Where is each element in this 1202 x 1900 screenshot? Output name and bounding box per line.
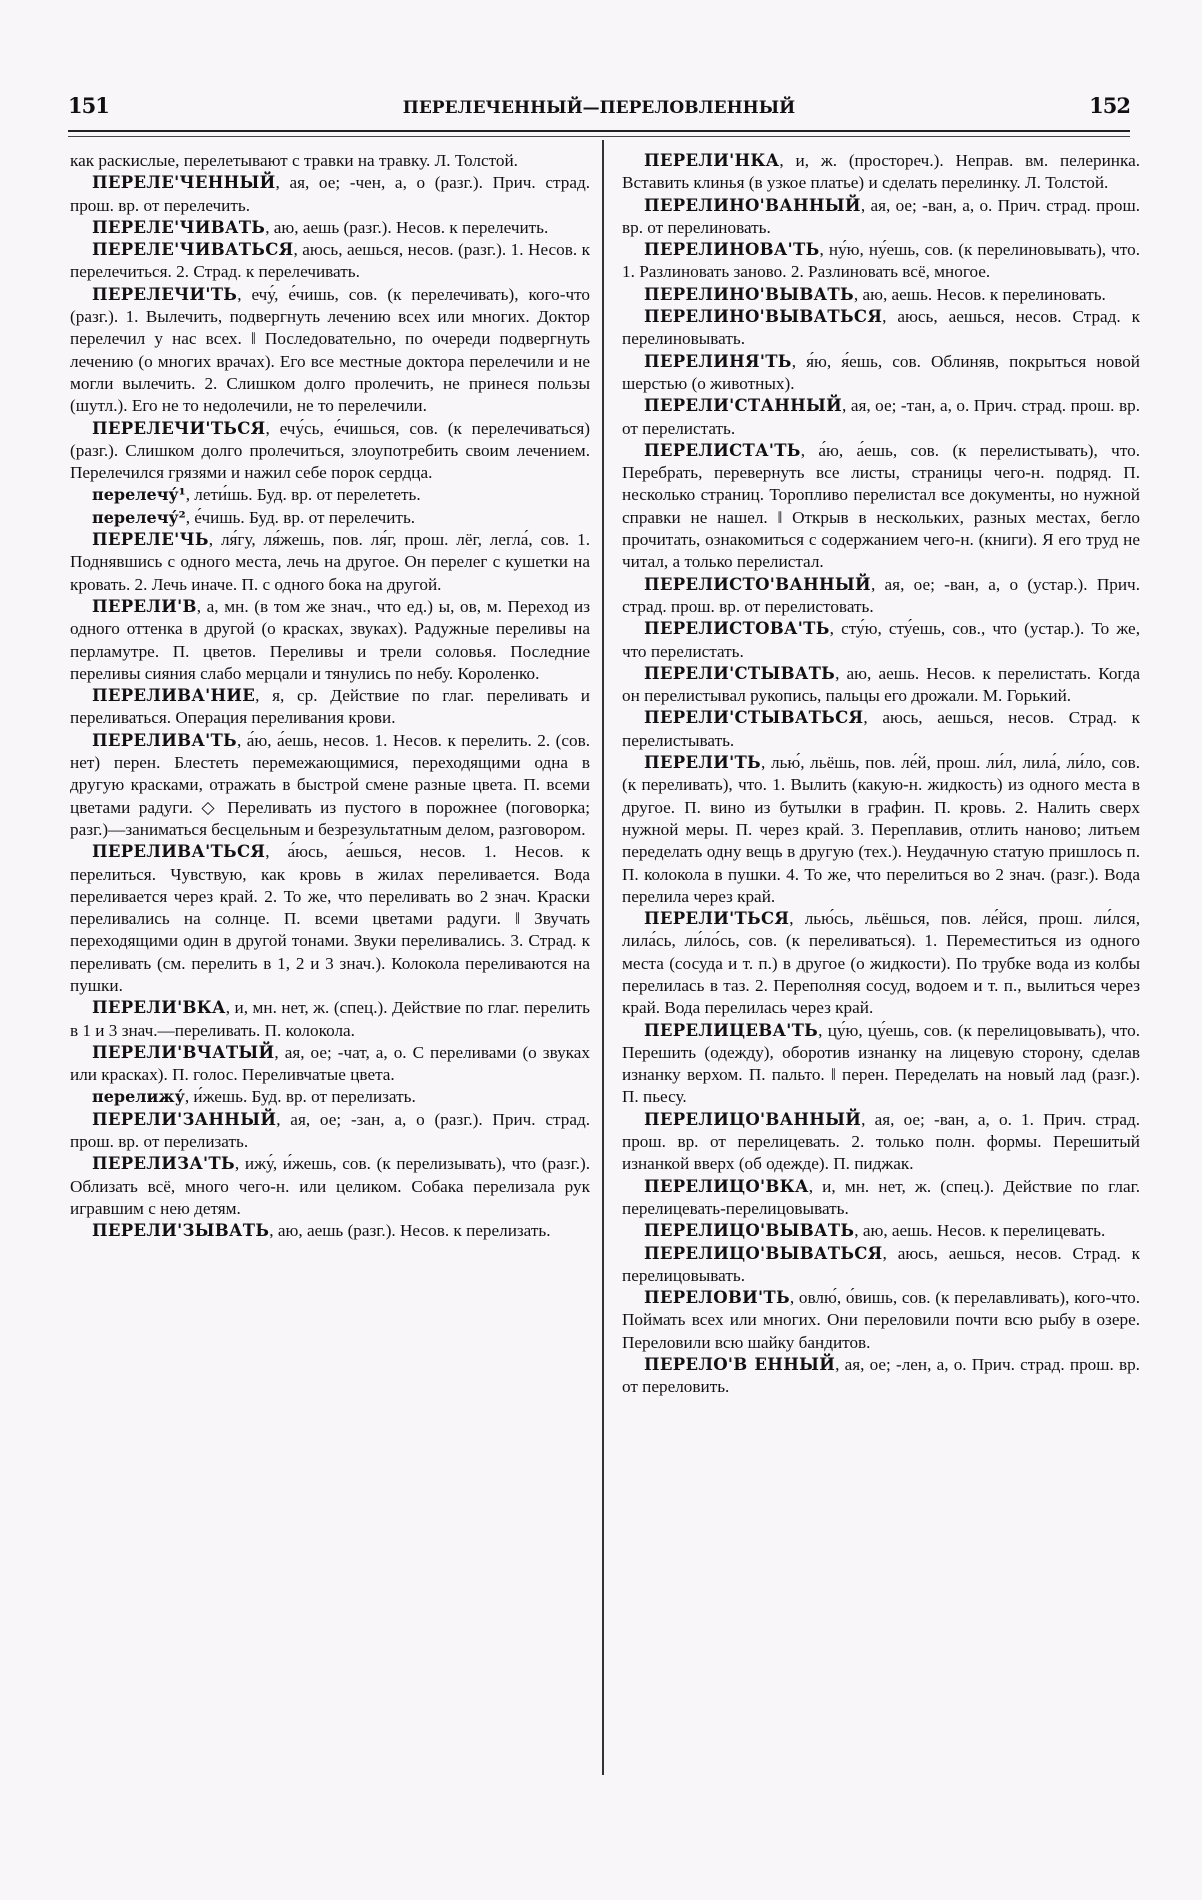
entry-headword: ПЕРЕЛИВА'ТЬ (92, 730, 237, 750)
entry-headword: ПЕРЕЛОВИ'ТЬ (644, 1288, 790, 1308)
column-divider (602, 140, 604, 1775)
right-column (622, 150, 1140, 1399)
entry-headword: ПЕРЕЛИНО'ВЫВАТЬСЯ (644, 307, 883, 327)
dictionary-entry (622, 150, 1140, 195)
entry-definition: , аю, аешь. Несов. к перелиновать. (853, 284, 1106, 304)
entry-definition: , а́ю, а́ешь, несов. 1. Несов. к перелить. 2. (сов. нет) перен. Блестеть перемежающимися, переходящими одна в другую красками, отражать в быстрой смене разные цвета. П. всеми цветами радуги. ◇ Переливать из пустого в порожнее (поговорка; разг.)—заниматься бесцельным и безрезультатным делом, разговором. (70, 730, 590, 839)
entry-headword: ПЕРЕЛИЦО'ВЫВАТЬСЯ (644, 1243, 883, 1263)
entry-definition: , ечу́сь, е́чишься, сов. (к перелечиваться) (разг.). Слишком долго пролечиться, злоупотребить своим лечением. Перелечился грязями и нажил себе порок сердца. (70, 418, 590, 483)
entry-headword: ПЕРЕЛИНЯ'ТЬ (644, 351, 792, 371)
entry-definition: , ая, ое; -зан, а, о (разг.). Прич. страд. прош. вр. от перелизать. (70, 1109, 590, 1152)
entry-headword: ПЕРЕЛИЦО'ВЫВАТЬ (644, 1221, 855, 1241)
dictionary-entry (622, 1243, 1140, 1288)
entry-headword: ПЕРЕЛЕЧИ'ТЬСЯ (92, 418, 266, 438)
entry-definition: , аю, аешь. Несов. к перелицевать. (854, 1221, 1106, 1241)
entry-definition: , ая, ое; -лен, а, о. Прич. страд. прош. вр. от переловить. (622, 1355, 1140, 1397)
entry-definition: , аюсь, аешься, несов. Страд. к перелицовывать. (622, 1243, 1140, 1285)
entry-headword: ПЕРЕЛИ'В (92, 596, 197, 616)
dictionary-entry (622, 1176, 1140, 1221)
page-header (68, 88, 1130, 118)
dictionary-entry (70, 596, 590, 685)
dictionary-entry (70, 172, 590, 217)
entry-headword: ПЕРЕЛИВА'ТЬСЯ (92, 842, 266, 862)
dictionary-entry (70, 418, 590, 485)
entry-definition: , я, ср. Действие по глаг. переливать и переливаться. Операция переливания крови. (70, 686, 590, 728)
dictionary-entry (70, 730, 590, 841)
entry-headword: ПЕРЕЛЕ'ЧИВАТЬ (92, 217, 266, 237)
dictionary-entry (70, 1153, 590, 1220)
dictionary-entry (622, 306, 1140, 351)
entry-definition: , ая, ое; -ван, а, о. 1. Прич. страд. прош. вр. от перелицевать. 2. только полн. формы. Перешитый изнанкой вверх (об одежде). П. пиджак. (622, 1109, 1140, 1174)
entry-headword: ПЕРЕЛЕ'ЧЬ (92, 530, 209, 550)
entry-headword: ПЕРЕЛИСТА'ТЬ (644, 440, 801, 460)
dictionary-entry (622, 707, 1140, 752)
header-rule (68, 130, 1130, 137)
entry-headword: ПЕРЕЛИНО'ВЫВАТЬ (644, 284, 854, 304)
dictionary-entry (622, 1020, 1140, 1109)
entry-headword: ПЕРЕЛИ'ТЬ (644, 753, 761, 773)
entry-definition: , и, мн. нет, ж. (спец.). Действие по глаг. перелить в 1 и 3 знач.—переливать. П. колокола. (70, 998, 590, 1040)
entry-definition: , и, ж. (простореч.). Неправ. вм. пелеринка. Вставить клинья (в узкое платье) и сделать перелинку. Л. Толстой. (622, 151, 1140, 193)
entry-definition: , лью́, льёшь, пов. ле́й, прош. ли́л, лила́, ли́ло, сов. (к переливать), что. 1. Вылить (какую-н. жидкость) из одного места в другое. П. вино из бутылки в графин. П. кровь. 2. Налить сверх нужной меры. П. через край. 3. Переплавив, отлить наново; литьем переделать одну вещь в другую (тех.). Неудачную статую пришлось п. П. колокола в пушки. 4. То же, что перелиться во 2 знач. (разг.). Вода перелила через край. (622, 753, 1140, 906)
dictionary-entry (70, 507, 590, 529)
entry-headword: ПЕРЕЛИ'ВЧАТЫЙ (92, 1042, 275, 1062)
dictionary-entry (622, 663, 1140, 708)
entry-definition: , ая, ое; -ван, а, о (устар.). Прич. страд. прош. вр. от перелистовать. (622, 574, 1140, 616)
entry-definition: , сту́ю, сту́ешь, сов., что (устар.). То же, что перелистать. (622, 619, 1140, 661)
entry-definition: , ижу́, и́жешь, сов. (к перелизывать), что (разг.). Облизать всё, много чего-н. или целиком. Собака перелизала рук игравшим с нею детям. (70, 1154, 590, 1218)
entry-definition: , е́чишь. Буд. вр. от перелечить. (185, 507, 416, 527)
dictionary-entry (622, 351, 1140, 396)
dictionary-entry (70, 239, 590, 284)
entry-headword: ПЕРЕЛЕ'ЧИВАТЬСЯ (92, 240, 294, 260)
entry-headword: ПЕРЕЛИ'ТЬСЯ (644, 909, 790, 929)
entry-headword: ПЕРЕЛИСТО'ВАННЫЙ (644, 574, 871, 594)
entry-definition: , аюсь, аешься, несов. (разг.). 1. Несов. к перелечиться. 2. Страд. к перелечивать. (70, 240, 590, 282)
entry-headword: ПЕРЕЛИЗА'ТЬ (92, 1154, 235, 1174)
left-page-number: 151 (68, 93, 109, 118)
entry-definition: , а, мн. (в том же знач., что ед.) ы, ов, м. Переход из одного оттенка в другой (о красках, звуках). Радужные переливы на перламутре. П. цветов. Переливы и трели соловья. Последние переливы сияния слабо мерцали и тянулись по небу. Короленко. (70, 596, 590, 683)
entry-headword: ПЕРЕЛИНО'ВАННЫЙ (644, 195, 861, 215)
dictionary-entry (70, 1042, 590, 1087)
dictionary-entry (70, 150, 590, 172)
entry-headword: ПЕРЕЛИ'ЗЫВАТЬ (92, 1221, 270, 1241)
dictionary-entry (622, 440, 1140, 574)
entry-headword: ПЕРЕЛИ'СТЫВАТЬ (644, 663, 836, 683)
entry-headword: ПЕРЕЛИВА'НИЕ (92, 686, 256, 706)
entry-headword: перелечу́² (92, 507, 186, 527)
entry-definition: , ля́гу, ля́жешь, пов. ля́г, прош. лёг, легла́, сов. 1. Поднявшись с одного места, лечь на другое. Он перелег с кушетки на кровать. 2. Лечь иначе. П. с одного бока на другой. (70, 530, 590, 594)
entry-headword: ПЕРЕЛИСТОВА'ТЬ (644, 619, 830, 639)
entry-headword: ПЕРЕЛИЦО'ВАННЫЙ (644, 1109, 862, 1129)
entry-definition: , и́жешь. Буд. вр. от перелизать. (184, 1087, 416, 1107)
entry-definition: , аю, аешь (разг.). Несов. к перелизать. (269, 1221, 551, 1241)
entry-headword: ПЕРЕЛЕ'ЧЕННЫЙ (92, 173, 276, 193)
entry-definition: , аю, аешь. Несов. к перелистать. Когда он перелистывал рукопись, пальцы его дрожали. М. Горький. (622, 663, 1140, 706)
entry-definition: , лью́сь, льёшься, пов. ле́йся, прош. ли́лся, лила́сь, ли́ло́сь, сов. (к переливаться). 1. Переместиться из одного места (сосуда и т. п.) в другое (о жидкости). По трубке вода из колбы перелилась в таз. 2. Переполняя сосуд, водоем и т. п., вылиться через край. Вода перелилась через край. (622, 909, 1140, 1018)
dictionary-entry (70, 997, 590, 1042)
dictionary-entry (622, 1220, 1140, 1242)
dictionary-entry (70, 685, 590, 730)
entry-definition: , ечу́, е́чишь, сов. (к перелечивать), кого-что (разг.). 1. Вылечить, подвергнуть лечению всех или многих. Доктор перелечил у нас всех. ‖ Последовательно, по очереди подвергнуть лечению (о многих врачах). Его все местные доктора перелечили и не могли вылечить. 2. Слишком долго пролечить, не принеся пользы (шутл.). Его не то недолечили, не то перелечили. (70, 284, 590, 416)
entry-definition: , а́ю, а́ешь, сов. (к перелистывать), что. Перебрать, перевернуть все листы, страницы чего-н. подряд. П. несколько страниц. Торопливо перелистал все документы, но нужной справки не нашел. ‖ Открыв в нескольких, разных местах, бегло прочитать, ознакомиться с содержанием чего-н. (книги). Я его труд не читал, а только перелистал. (622, 440, 1140, 572)
entry-definition: , лети́шь. Буд. вр. от перелететь. (185, 485, 421, 505)
entry-headword: перелечу́¹ (92, 485, 186, 505)
right-page-number: 152 (1089, 93, 1130, 118)
entry-headword: ПЕРЕЛИ'НКА (644, 151, 780, 170)
dictionary-entry (70, 1086, 590, 1108)
entry-definition: , ая, ое; -чат, а, о. С переливами (о звуках или красках). П. голос. Переливчатые цвета. (70, 1042, 590, 1085)
dictionary-entry (622, 908, 1140, 1019)
entry-definition: , ая, ое; -ван, а, о. Прич. страд. прош. вр. от перелиновать. (622, 195, 1140, 237)
dictionary-entry (622, 1354, 1140, 1399)
dictionary-entry (622, 1287, 1140, 1354)
entry-headword: ПЕРЕЛИЦЕВА'ТЬ (644, 1020, 819, 1040)
entry-definition: , и, мн. нет, ж. (спец.). Действие по глаг. перелицевать-перелицовывать. (622, 1176, 1140, 1218)
entry-definition: , аюсь, аешься, несов. Страд. к перелиновывать. (622, 307, 1140, 349)
entry-definition: , овлю́, о́вишь, сов. (к перелавливать), кого-что. Поймать всех или многих. Они переловили почти всю рыбу в озере. Переловили всю шайку бандитов. (622, 1288, 1140, 1352)
running-title: ПЕРЕЛЕЧЕННЫЙ—ПЕРЕЛОВЛЕННЫЙ (402, 98, 796, 118)
entry-definition: , я́ю, я́ешь, сов. Облиняв, покрыться новой шерстью (о животных). (622, 351, 1140, 393)
entry-definition: , ая, ое; -тан, а, о. Прич. страд. прош. вр. от перелистать. (622, 396, 1140, 438)
entry-definition: , ну́ю, ну́ешь, сов. (к перелиновывать), что. 1. Разлиновать заново. 2. Разлиновать всё, многое. (622, 240, 1140, 282)
dictionary-entry (70, 284, 590, 418)
dictionary-entry (622, 284, 1140, 306)
dictionary-entry (622, 752, 1140, 908)
dictionary-entry (70, 484, 590, 506)
entry-headword: ПЕРЕЛИ'ЗАННЫЙ (92, 1109, 277, 1129)
dictionary-entry (622, 1109, 1140, 1176)
entry-headword: ПЕРЕЛИНОВА'ТЬ (644, 240, 820, 260)
dictionary-entry (622, 574, 1140, 619)
entry-headword: ПЕРЕЛО'В ЕННЫЙ (644, 1355, 836, 1375)
dictionary-entry (70, 1109, 590, 1154)
entry-headword: ПЕРЕЛЕЧИ'ТЬ (92, 284, 238, 304)
entry-definition: , аюсь, аешься, несов. Страд. к перелистывать. (622, 708, 1140, 750)
left-column (70, 150, 590, 1243)
dictionary-entry (622, 239, 1140, 284)
dictionary-entry (70, 529, 590, 596)
entry-definition: , а́юсь, а́ешься, несов. 1. Несов. к перелиться. Чувствую, как кровь в жилах переливается. Вода переливается через край. 2. То же, что переливать во 2 знач. Краски переливались на солнце. П. всеми цветами радуги. ‖ Звучать переходящими один в другой тонами. Звуки переливались. 3. Страд. к переливать (см. перелить в 1, 2 и 3 знач.). Колокола переливаются на пушки. (70, 842, 590, 995)
dictionary-entry (622, 395, 1140, 440)
dictionary-entry (70, 1220, 590, 1242)
entry-definition: , цу́ю, цу́ешь, сов. (к перелицовывать), что. Перешить (одежду), оборотив изнанку на лицевую сторону, сделав изнанку верхом. П. пальто. ‖ перен. Переделать на новый лад (разг.). П. пьесу. (622, 1020, 1140, 1107)
entry-definition: , аю, аешь (разг.). Несов. к перелечить. (265, 217, 549, 237)
dictionary-entry (622, 618, 1140, 663)
dictionary-entry (70, 841, 590, 997)
dictionary-entry (70, 217, 590, 239)
entry-headword: ПЕРЕЛИ'СТАННЫЙ (644, 396, 843, 416)
entry-continuation: как раскислые, перелетывают с травки на травку. Л. Толстой. (70, 151, 518, 170)
entry-headword: ПЕРЕЛИ'СТЫВАТЬСЯ (644, 708, 864, 728)
entry-headword: ПЕРЕЛИ'ВКА (92, 998, 226, 1018)
dictionary-entry (622, 195, 1140, 240)
entry-headword: ПЕРЕЛИЦО'ВКА (644, 1176, 809, 1196)
entry-headword: перелижу́ (92, 1087, 185, 1107)
entry-definition: , ая, ое; -чен, а, о (разг.). Прич. страд. прош. вр. от перелечить. (70, 173, 590, 215)
